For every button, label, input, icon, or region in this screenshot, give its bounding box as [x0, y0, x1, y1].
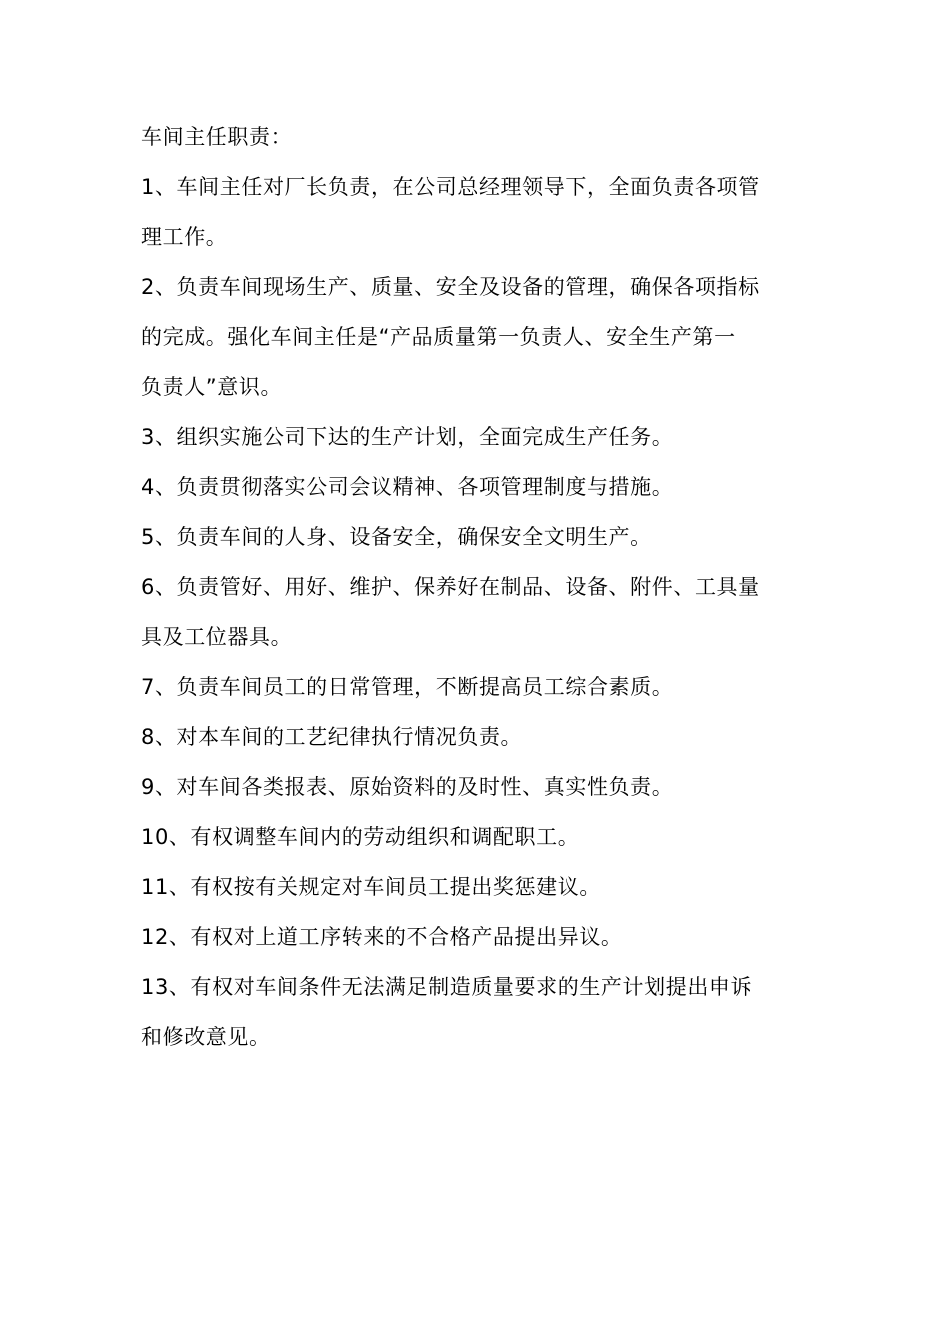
text-line-7: 4、负责贯彻落实公司会议精神、各项管理制度与措施。 [141, 475, 674, 499]
text-line-18: 和修改意见。 [141, 1025, 271, 1049]
text-line-3: 2、负责车间现场生产、质量、安全及设备的管理，确保各项指标 [141, 275, 760, 299]
text-line-14: 10、有权调整车间内的劳动组织和调配职工。 [141, 825, 580, 849]
text-line-6: 3、组织实施公司下达的生产计划，全面完成生产任务。 [141, 425, 674, 449]
text-line-9: 6、负责管好、用好、维护、保养好在制品、设备、附件、工具量 [141, 575, 760, 599]
text-line-11: 7、负责车间员工的日常管理，不断提高员工综合素质。 [141, 675, 674, 699]
text-line-4: 的完成。强化车间主任是“产品质量第一负责人、安全生产第一 [141, 325, 736, 349]
text-line-13: 9、对车间各类报表、原始资料的及时性、真实性负责。 [141, 775, 674, 799]
text-line-16: 12、有权对上道工序转来的不合格产品提出异议。 [141, 925, 623, 949]
text-line-10: 具及工位器具。 [141, 625, 293, 649]
text-line-12: 8、对本车间的工艺纪律执行情况负责。 [141, 725, 523, 749]
text-line-8: 5、负责车间的人身、设备安全，确保安全文明生产。 [141, 525, 652, 549]
text-line-17: 13、有权对车间条件无法满足制造质量要求的生产计划提出申诉 [141, 975, 753, 999]
text-line-2: 理工作。 [141, 225, 228, 249]
document-body [141, 112, 821, 1062]
text-line-1: 1、车间主任对厂长负责，在公司总经理领导下，全面负责各项管 [141, 175, 760, 199]
document-title: 车间主任职责： [141, 125, 293, 149]
text-line-15: 11、有权按有关规定对车间员工提出奖惩建议。 [141, 875, 601, 899]
text-line-5: 负责人”意识。 [141, 375, 283, 399]
